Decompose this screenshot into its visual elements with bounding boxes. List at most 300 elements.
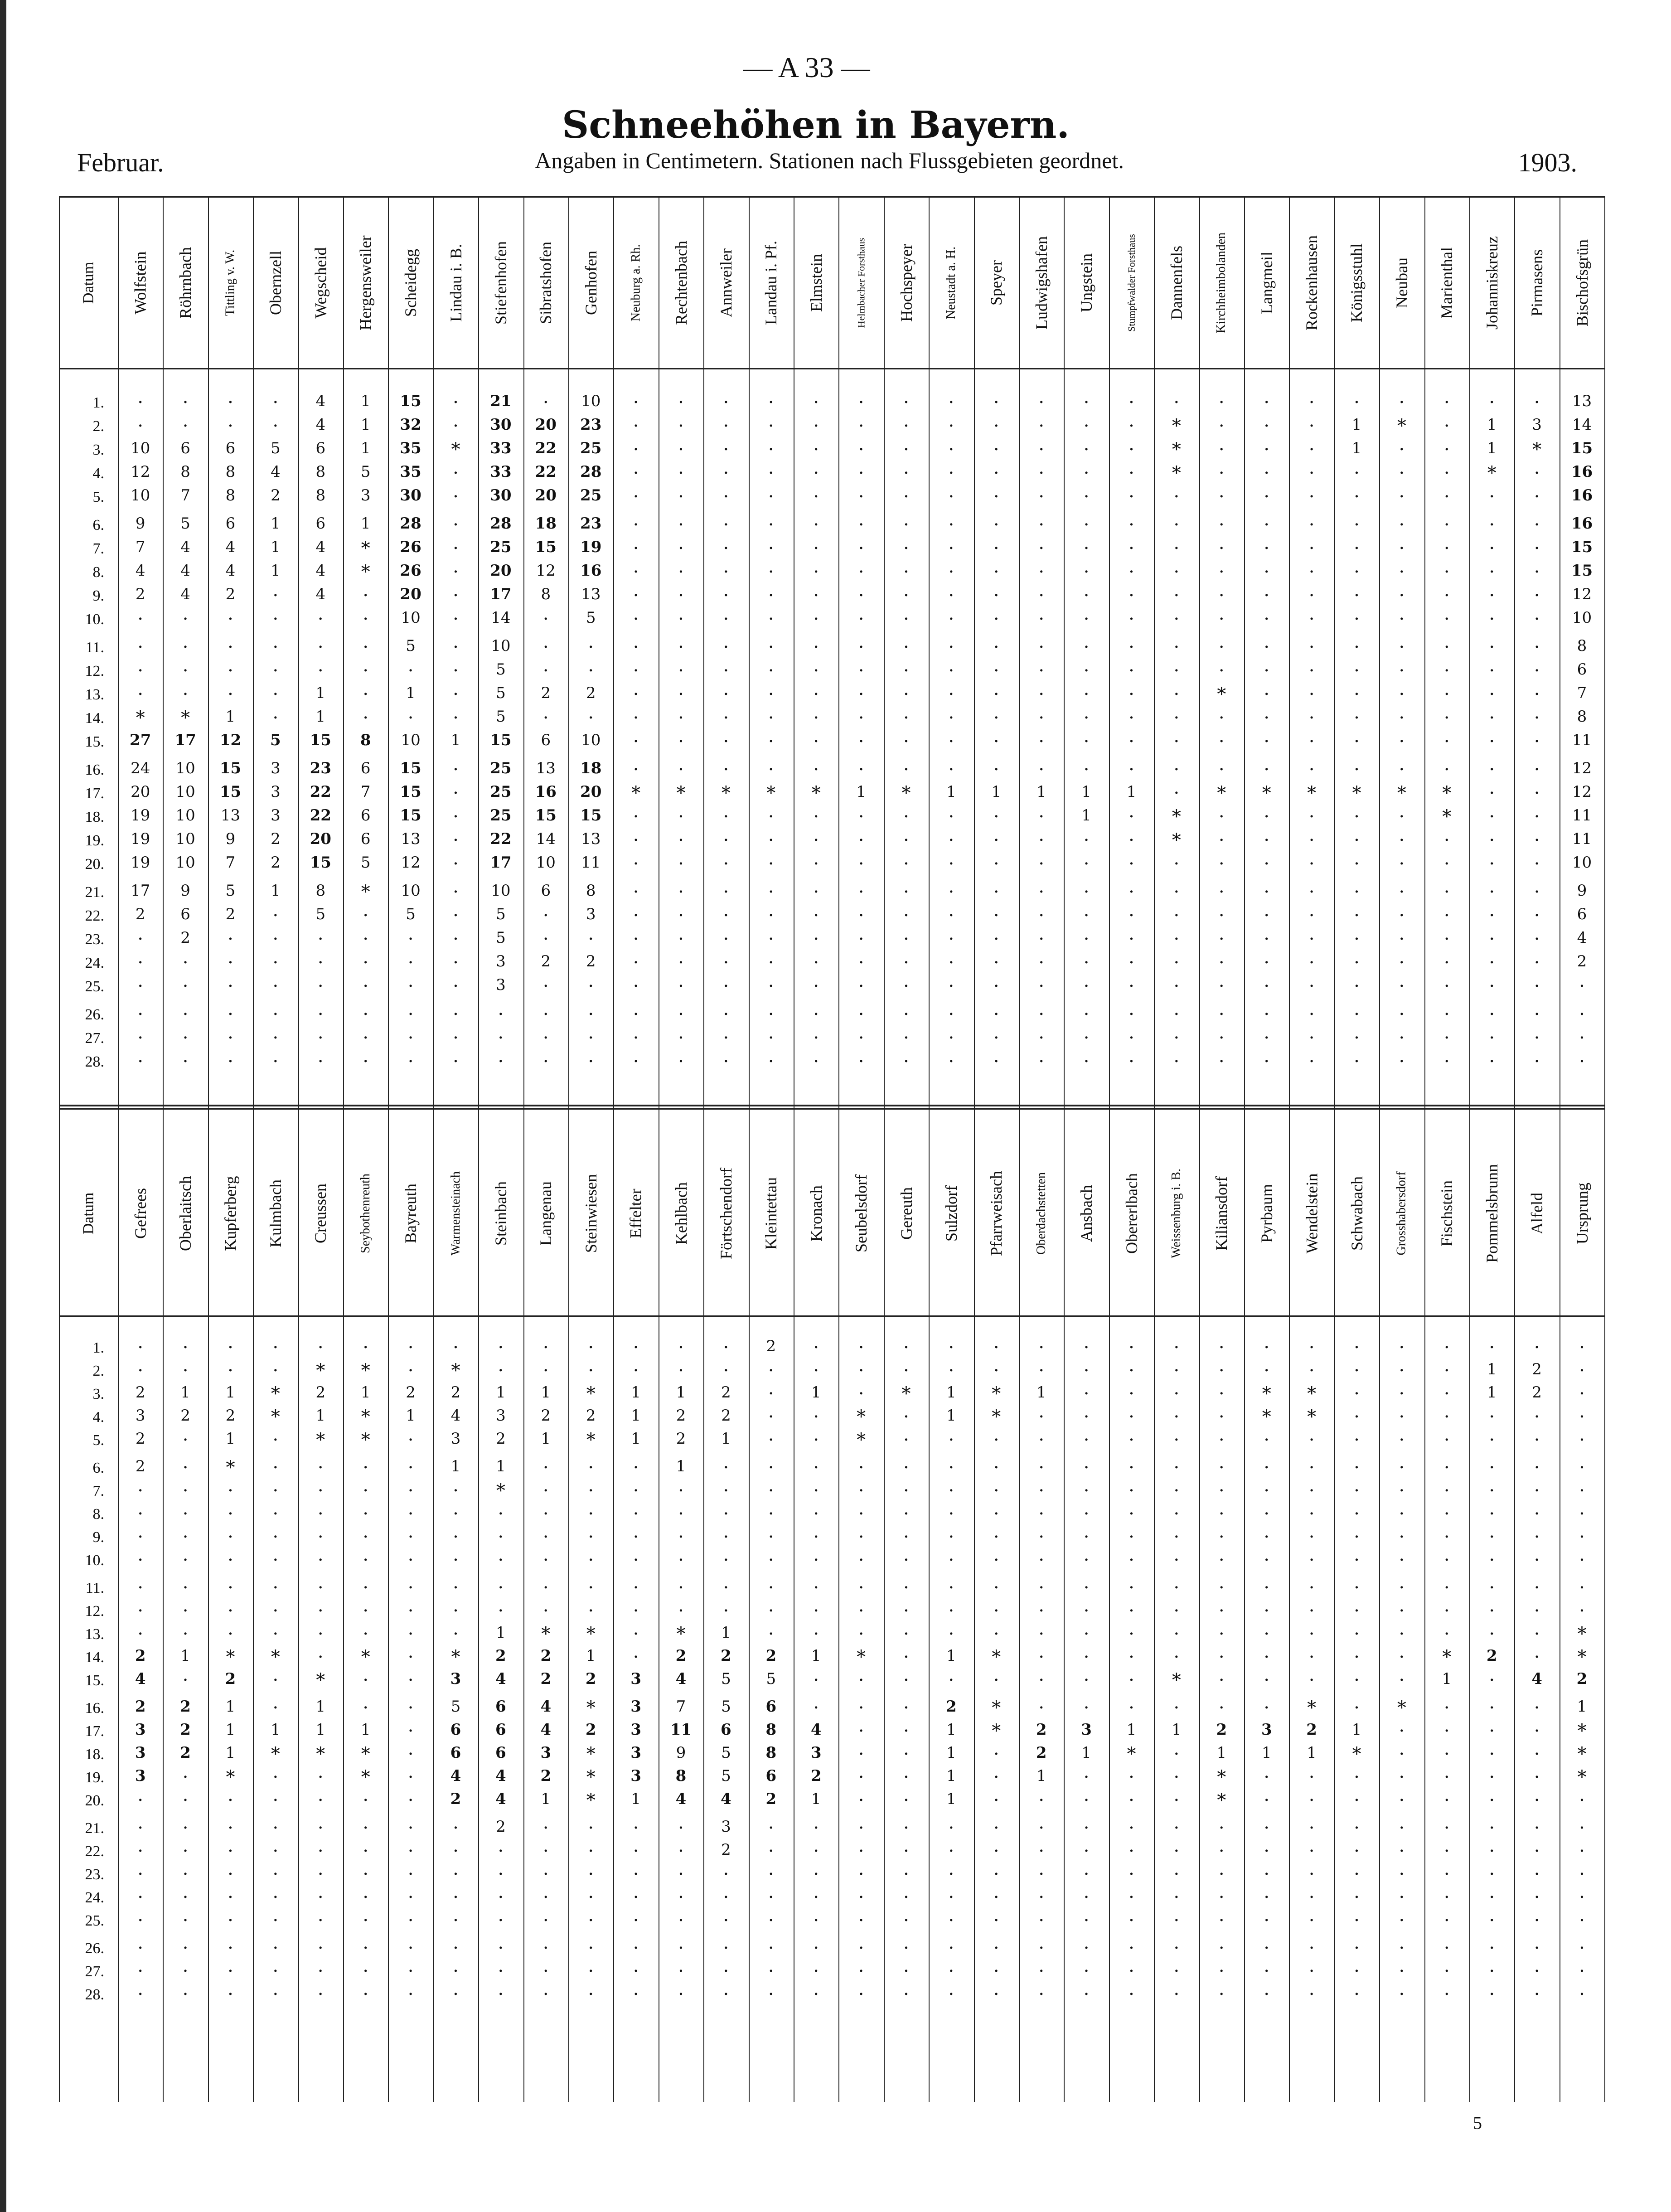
value-cell: · xyxy=(1308,1790,1315,1811)
value-cell: · xyxy=(813,806,819,827)
value-cell: 35 xyxy=(400,439,421,457)
value-cell: · xyxy=(858,538,864,559)
value-cell: · xyxy=(317,1577,324,1598)
value-cell: · xyxy=(633,1961,639,1982)
station-header xyxy=(613,1111,658,1315)
value-cell: · xyxy=(1354,463,1360,484)
value-cell: · xyxy=(1489,585,1495,606)
value-cell: · xyxy=(678,463,684,484)
value-cell: · xyxy=(588,1841,594,1862)
value-cell: · xyxy=(182,637,189,658)
value-cell: 1 xyxy=(271,514,281,533)
value-cell: · xyxy=(1264,759,1270,780)
value-cell: · xyxy=(1579,1480,1585,1501)
value-cell: 1 xyxy=(946,1790,956,1808)
value-cell: · xyxy=(1129,806,1134,827)
value-cell: · xyxy=(1443,1767,1450,1788)
value-cell: · xyxy=(993,1744,999,1765)
value-cell: · xyxy=(633,1818,639,1838)
value-cell: · xyxy=(1489,882,1495,902)
value-cell: * xyxy=(586,1767,596,1788)
value-cell: * xyxy=(361,562,370,582)
value-cell: · xyxy=(498,1841,504,1862)
value-cell: · xyxy=(1129,684,1134,705)
value-cell: · xyxy=(858,1550,864,1571)
value-cell: · xyxy=(1399,1887,1405,1908)
value-cell: · xyxy=(1489,1624,1495,1644)
value-cell: · xyxy=(633,684,639,705)
value-cell: · xyxy=(1534,514,1540,535)
value-cell: · xyxy=(948,1961,954,1982)
value-cell: · xyxy=(228,416,233,437)
value-cell: · xyxy=(1443,1360,1450,1381)
value-cell: 10 xyxy=(175,854,195,872)
station-header xyxy=(659,1111,703,1315)
day-label: 6. xyxy=(92,1460,104,1476)
value-cell: · xyxy=(1083,1577,1090,1598)
value-cell: · xyxy=(948,882,954,902)
value-cell: · xyxy=(1264,806,1270,827)
value-cell: · xyxy=(1264,439,1270,460)
value-cell: · xyxy=(1129,1767,1134,1788)
value-cell: · xyxy=(678,759,684,780)
value-cell: 2 xyxy=(225,585,236,603)
value-cell: · xyxy=(993,392,999,413)
value-cell: · xyxy=(588,1504,594,1524)
value-cell: · xyxy=(633,759,639,780)
value-cell: 15 xyxy=(1571,439,1593,457)
value-cell: 6 xyxy=(1577,905,1587,923)
value-cell: 16 xyxy=(535,783,557,801)
value-cell: · xyxy=(542,1818,549,1838)
value-cell: 1 xyxy=(676,1383,686,1402)
value-cell: · xyxy=(1443,854,1450,874)
value-cell: · xyxy=(993,660,999,681)
value-cell: · xyxy=(1579,1457,1585,1478)
value-cell: · xyxy=(948,392,954,413)
value-cell: · xyxy=(633,1504,639,1524)
station-name: Hochspeyer xyxy=(897,244,915,322)
value-cell: · xyxy=(1038,1577,1045,1598)
value-cell: · xyxy=(948,1051,954,1072)
page-title: Schneehöhen in Bayern. xyxy=(562,103,1070,147)
station-header xyxy=(974,1111,1019,1315)
value-cell: · xyxy=(363,585,369,606)
value-cell: · xyxy=(813,1480,819,1501)
value-cell: · xyxy=(858,416,864,437)
value-cell: · xyxy=(1443,759,1450,780)
station-header xyxy=(253,198,298,368)
value-cell: · xyxy=(1534,1938,1540,1959)
value-cell: · xyxy=(768,562,774,582)
value-cell: · xyxy=(1308,1818,1315,1838)
value-cell: 2 xyxy=(450,1383,461,1402)
station-name: Hergensweiler xyxy=(356,235,375,330)
value-cell: · xyxy=(272,1550,279,1571)
value-cell: 4 xyxy=(1577,929,1587,947)
value-cell: · xyxy=(588,1360,594,1381)
value-cell: · xyxy=(1443,1887,1450,1908)
value-cell: 13 xyxy=(1572,392,1592,410)
value-cell: · xyxy=(228,952,233,973)
value-cell: * xyxy=(1172,830,1181,851)
value-cell: · xyxy=(1308,684,1315,705)
value-cell: · xyxy=(858,806,864,827)
value-cell: · xyxy=(1173,486,1180,507)
value-cell: · xyxy=(813,1550,819,1571)
value-cell: · xyxy=(1443,1550,1450,1571)
value-cell: 3 xyxy=(630,1767,641,1785)
value-cell: · xyxy=(137,1360,144,1381)
value-cell: · xyxy=(633,976,639,997)
value-cell: · xyxy=(903,538,909,559)
value-cell: · xyxy=(1354,830,1360,851)
value-cell: · xyxy=(768,1504,774,1524)
day-label: 9. xyxy=(92,587,104,604)
value-cell: · xyxy=(498,1527,504,1547)
value-cell: · xyxy=(723,463,729,484)
value-cell: · xyxy=(1399,952,1405,973)
station-name: Weissenburg i. B. xyxy=(1169,1169,1183,1258)
value-cell: · xyxy=(317,952,324,973)
value-cell: · xyxy=(1443,1457,1450,1478)
value-cell: · xyxy=(1489,1337,1495,1358)
value-cell: · xyxy=(542,1004,549,1025)
value-cell: · xyxy=(1399,1767,1405,1788)
value-cell: · xyxy=(1129,1984,1134,2005)
value-cell: 4 xyxy=(721,1790,731,1808)
value-cell: · xyxy=(633,1051,639,1072)
value-cell: 5 xyxy=(586,609,596,627)
value-cell: · xyxy=(542,1550,549,1571)
station-name: Tittling v. W. xyxy=(223,249,237,316)
value-cell: · xyxy=(1173,1480,1180,1501)
value-cell: · xyxy=(813,1624,819,1644)
value-cell: · xyxy=(1443,538,1450,559)
value-cell: · xyxy=(723,1360,729,1381)
value-cell: · xyxy=(1354,1337,1360,1358)
value-cell: · xyxy=(1038,392,1045,413)
value-cell: · xyxy=(768,1430,774,1450)
value-cell: 22 xyxy=(490,830,512,848)
value-cell: · xyxy=(1534,1767,1540,1788)
value-cell: · xyxy=(723,486,729,507)
value-cell: · xyxy=(993,609,999,630)
value-cell: · xyxy=(1354,905,1360,926)
value-cell: · xyxy=(1038,1028,1045,1048)
value-cell: · xyxy=(1083,562,1090,582)
value-cell: 19 xyxy=(580,538,602,556)
value-cell: · xyxy=(1308,1004,1315,1025)
value-cell: · xyxy=(317,1938,324,1959)
value-cell: · xyxy=(407,976,414,997)
value-cell: 10 xyxy=(131,486,150,504)
value-cell: 8 xyxy=(1577,708,1587,726)
value-cell: · xyxy=(723,392,729,413)
value-cell: · xyxy=(1399,463,1405,484)
station-header xyxy=(433,198,478,368)
value-cell: · xyxy=(363,1984,369,2005)
value-cell: · xyxy=(453,1601,459,1621)
value-cell: 1 xyxy=(315,1407,326,1425)
value-cell: * xyxy=(226,1647,235,1668)
value-cell: · xyxy=(1399,1984,1405,2005)
value-cell: · xyxy=(1489,1527,1495,1547)
value-cell: · xyxy=(407,1721,414,1741)
value-cell: * xyxy=(451,1647,460,1668)
value-cell: · xyxy=(723,637,729,658)
value-cell: · xyxy=(1038,830,1045,851)
value-cell: · xyxy=(228,1480,233,1501)
value-cell: · xyxy=(272,1004,279,1025)
value-cell: · xyxy=(588,1984,594,2005)
value-cell: · xyxy=(993,1790,999,1811)
value-cell: 8 xyxy=(675,1767,687,1785)
value-cell: · xyxy=(813,637,819,658)
station-name: Obernzell xyxy=(266,251,285,315)
station-header xyxy=(838,1111,883,1315)
value-cell: · xyxy=(1534,562,1540,582)
value-cell: · xyxy=(1443,392,1450,413)
value-cell: · xyxy=(1129,1480,1134,1501)
value-cell: · xyxy=(1038,1337,1045,1358)
value-cell: · xyxy=(1443,1624,1450,1644)
value-cell: · xyxy=(1218,731,1225,752)
value-cell: · xyxy=(768,929,774,950)
station-name: Sibratshofen xyxy=(537,242,555,324)
value-cell: · xyxy=(272,1698,279,1718)
value-cell: · xyxy=(228,1961,233,1982)
station-header xyxy=(523,1111,568,1315)
value-cell: · xyxy=(228,1624,233,1644)
value-cell: 4 xyxy=(675,1790,687,1808)
value-cell: · xyxy=(363,1961,369,1982)
value-cell: 15 xyxy=(535,538,557,556)
value-cell: · xyxy=(453,1864,459,1885)
station-name: Johanniskreuz xyxy=(1482,236,1501,330)
value-cell: * xyxy=(1577,1624,1587,1644)
value-cell: · xyxy=(1489,905,1495,926)
value-cell: · xyxy=(453,1624,459,1644)
value-cell: · xyxy=(768,609,774,630)
value-cell: · xyxy=(1489,1744,1495,1765)
value-cell: · xyxy=(363,660,369,681)
station-name: Bischofsgrün xyxy=(1573,239,1591,326)
value-cell: · xyxy=(768,854,774,874)
value-cell: · xyxy=(1038,1984,1045,2005)
value-cell: 1 xyxy=(225,1744,236,1762)
station-name: Creussen xyxy=(311,1184,330,1243)
value-cell: · xyxy=(1443,1744,1450,1765)
station-name: Gereuth xyxy=(897,1187,915,1240)
value-cell: · xyxy=(1489,1550,1495,1571)
value-cell: · xyxy=(1173,1407,1180,1427)
value-cell: 2 xyxy=(271,486,281,504)
value-cell: · xyxy=(1264,1360,1270,1381)
value-cell: · xyxy=(858,562,864,582)
day-label: 28. xyxy=(85,1053,104,1070)
value-cell: · xyxy=(1038,1004,1045,1025)
value-cell: · xyxy=(228,609,233,630)
value-cell: · xyxy=(1264,1887,1270,1908)
value-cell: · xyxy=(407,1028,414,1048)
value-cell: · xyxy=(1534,708,1540,728)
footer-number: 5 xyxy=(1473,2113,1482,2133)
value-cell: · xyxy=(407,1480,414,1501)
station-name: Bayreuth xyxy=(402,1184,420,1243)
value-cell: · xyxy=(542,660,549,681)
value-cell: · xyxy=(1443,684,1450,705)
station-name: Wegscheid xyxy=(311,247,330,319)
value-cell: · xyxy=(1354,684,1360,705)
value-cell: · xyxy=(1083,1480,1090,1501)
value-cell: 15 xyxy=(400,392,421,410)
value-cell: · xyxy=(363,1790,369,1811)
station-name: Elmstein xyxy=(807,254,825,312)
value-cell: * xyxy=(1307,1698,1317,1718)
value-cell: · xyxy=(993,538,999,559)
value-cell: · xyxy=(1083,1028,1090,1048)
value-cell: 6 xyxy=(721,1721,731,1739)
station-header xyxy=(343,1111,388,1315)
value-cell: · xyxy=(723,854,729,874)
value-cell: * xyxy=(766,783,776,804)
value-cell: · xyxy=(1443,1910,1450,1931)
value-cell: · xyxy=(1308,905,1315,926)
value-cell: 2 xyxy=(1216,1721,1227,1739)
value-cell: · xyxy=(1218,1647,1225,1668)
value-cell: · xyxy=(1443,1577,1450,1598)
value-cell: · xyxy=(453,1504,459,1524)
value-cell: · xyxy=(1129,660,1134,681)
value-cell: · xyxy=(948,731,954,752)
value-cell: · xyxy=(588,1028,594,1048)
value-cell: · xyxy=(1264,1051,1270,1072)
station-header xyxy=(1379,198,1424,368)
value-cell: 14 xyxy=(491,609,511,627)
value-cell: 1 xyxy=(360,1721,371,1739)
value-cell: · xyxy=(678,1527,684,1547)
value-cell: · xyxy=(903,976,909,997)
value-cell: · xyxy=(1354,1383,1360,1404)
value-cell: 3 xyxy=(630,1721,641,1739)
value-cell: · xyxy=(1399,1864,1405,1885)
value-cell: · xyxy=(453,1887,459,1908)
station-header xyxy=(388,1111,433,1315)
value-cell: · xyxy=(1308,929,1315,950)
value-cell: · xyxy=(1399,1790,1405,1811)
day-label: 24. xyxy=(85,955,104,971)
value-cell: · xyxy=(948,514,954,535)
value-cell: · xyxy=(858,1841,864,1862)
value-cell: · xyxy=(1399,684,1405,705)
value-cell: · xyxy=(1534,1818,1540,1838)
value-cell: · xyxy=(858,1004,864,1025)
value-cell: · xyxy=(1443,1004,1450,1025)
value-cell: · xyxy=(858,1457,864,1478)
value-cell: · xyxy=(272,660,279,681)
station-header xyxy=(163,198,208,368)
value-cell: · xyxy=(768,806,774,827)
value-cell: · xyxy=(1264,1818,1270,1838)
value-cell: · xyxy=(723,538,729,559)
page-edge xyxy=(0,0,6,2212)
value-cell: · xyxy=(1083,1457,1090,1478)
value-cell: · xyxy=(137,1910,144,1931)
value-cell: · xyxy=(1218,585,1225,606)
value-cell: · xyxy=(633,392,639,413)
value-cell: · xyxy=(993,1767,999,1788)
value-cell: · xyxy=(1083,486,1090,507)
value-cell: 2 xyxy=(496,1430,506,1448)
value-cell: · xyxy=(813,1457,819,1478)
value-cell: · xyxy=(1129,1360,1134,1381)
value-cell: * xyxy=(676,1624,686,1644)
value-cell: · xyxy=(1443,1051,1450,1072)
value-cell: · xyxy=(903,637,909,658)
value-cell: · xyxy=(542,1051,549,1072)
value-cell: 6 xyxy=(225,439,236,457)
value-cell: · xyxy=(272,637,279,658)
value-cell: · xyxy=(678,1480,684,1501)
value-cell: · xyxy=(1218,1818,1225,1838)
value-cell: · xyxy=(228,1337,233,1358)
value-cell: · xyxy=(1443,1527,1450,1547)
value-cell: · xyxy=(1399,637,1405,658)
value-cell: · xyxy=(1264,637,1270,658)
value-cell: * xyxy=(586,1430,596,1450)
day-label: 23. xyxy=(85,931,104,948)
value-cell: · xyxy=(228,392,233,413)
value-cell: · xyxy=(1038,1457,1045,1478)
value-cell: · xyxy=(1399,1457,1405,1478)
value-cell: · xyxy=(1264,1457,1270,1478)
value-cell: 2 xyxy=(721,1383,731,1402)
value-cell: · xyxy=(1443,1841,1450,1862)
value-cell: 2 xyxy=(1577,952,1587,970)
value-cell: · xyxy=(678,1504,684,1524)
value-cell: 7 xyxy=(360,783,371,801)
value-cell: · xyxy=(858,439,864,460)
value-cell: 10 xyxy=(1572,609,1592,627)
value-cell: · xyxy=(903,1670,909,1691)
value-cell: · xyxy=(678,731,684,752)
value-cell: 2 xyxy=(541,1407,551,1425)
value-cell: · xyxy=(1308,562,1315,582)
value-cell: · xyxy=(1399,439,1405,460)
value-cell: · xyxy=(813,759,819,780)
value-cell: · xyxy=(678,830,684,851)
value-cell: · xyxy=(588,1577,594,1598)
value-cell: · xyxy=(137,416,144,437)
value-cell: · xyxy=(813,609,819,630)
value-cell: 6 xyxy=(360,806,371,825)
station-name: Wolfstein xyxy=(131,251,150,315)
value-cell: · xyxy=(858,1624,864,1644)
value-cell: 1 xyxy=(946,1744,956,1762)
value-cell: * xyxy=(992,1383,1001,1404)
value-cell: 26 xyxy=(400,538,421,556)
value-cell: · xyxy=(993,952,999,973)
value-cell: · xyxy=(723,952,729,973)
value-cell: 30 xyxy=(400,486,421,504)
value-cell: · xyxy=(858,637,864,658)
value-cell: · xyxy=(453,1577,459,1598)
value-cell: · xyxy=(1443,976,1450,997)
value-cell: 2 xyxy=(586,952,596,970)
value-cell: · xyxy=(948,830,954,851)
value-cell: · xyxy=(317,1647,324,1668)
